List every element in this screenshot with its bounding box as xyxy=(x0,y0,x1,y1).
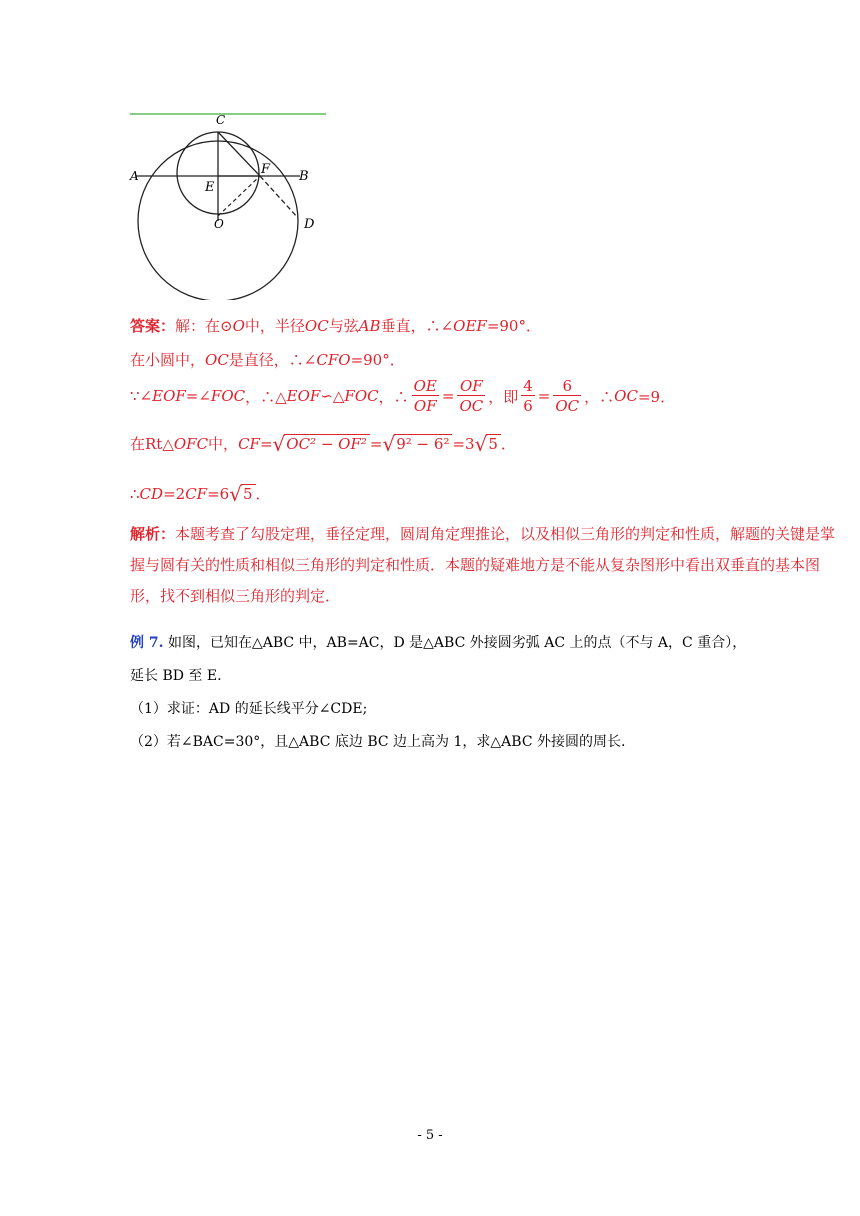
example-question-2: （2）若∠BAC=30°，且△ABC 底边 BC 边上高为 1，求△ABC 外接圆的周长. xyxy=(130,734,626,750)
line-of-dashed xyxy=(218,176,260,216)
label-d: D xyxy=(304,217,315,232)
answer-line-1: 答案：解：在⊙O中，半径OC与弦AB垂直，∴∠OEF=90°． xyxy=(130,317,541,335)
radical-sign: √ xyxy=(272,432,286,456)
answer-line-4: 在Rt△OFC中，CF=√OC² − OF² =√9² − 6² =3√5 ． xyxy=(130,432,516,456)
fraction-6-oc: $\frac{6}{OC}$ xyxy=(555,376,580,415)
circle-figure-svg xyxy=(128,110,328,300)
label-o: O xyxy=(214,217,224,231)
example-line-1: 例 7. 如图，已知在△ABC 中，AB=AC，D 是△ABC 外接圆劣弧 AC 上的点（不与 A，C 重合）， xyxy=(130,635,747,651)
analysis-text: 本题考查了勾股定理，垂径定理，圆周角定理推论，以及相似三角形的判定和性质，解题的关键是掌握与圆有关的性质和相似三角形的判定和性质．本题的疑难地方是不能从复杂图形中看出双垂直的基本图形，找不到相似三角形的判定． xyxy=(130,525,836,605)
example-label: 例 7. xyxy=(130,635,164,651)
label-b: B xyxy=(299,169,309,184)
geometry-figure xyxy=(128,110,328,300)
label-e: E xyxy=(205,180,215,195)
radical-sign: √ xyxy=(382,432,396,456)
radical-5: 5 xyxy=(486,434,501,453)
analysis-label: 解析： xyxy=(130,525,176,543)
radical-5: 5 xyxy=(241,484,256,503)
radical-sign: √ xyxy=(474,432,488,456)
example-line-2: 延长 BD 至 E. xyxy=(130,668,222,684)
answer-label: 答案： xyxy=(130,317,176,335)
answer-line-5: ∴CD=2CF=6√5 ． xyxy=(130,482,271,506)
line-fd-dashed xyxy=(260,176,298,218)
label-f: F xyxy=(261,162,271,177)
answer-line-3: ∵∠ EOF =∠ FOC ，∴△ EOF ∽△ FOC ，∴ $\frac{OE}{OF}$ = $\frac{OF}{OC}$ ，即 $\frac{4}{6}$ = $\frac{6}{OC}$ ，∴ OC =9． xyxy=(130,376,676,415)
label-a: A xyxy=(130,169,139,183)
fraction-oe-of: $\frac{OE}{OF}$ xyxy=(413,376,437,415)
analysis-paragraph xyxy=(130,519,840,612)
fraction-of-oc: $\frac{OF}{OC}$ xyxy=(459,376,484,415)
radical-9-6: 9² − 6² xyxy=(394,434,452,453)
radical-oc-of: OC² − OF² xyxy=(284,434,370,453)
label-c: C xyxy=(216,113,226,127)
answer-line-2: 在小圆中，OC是直径，∴∠CFO=90°． xyxy=(130,351,405,369)
radical-sign: √ xyxy=(229,482,242,506)
fraction-4-6: $\frac{4}{6}$ xyxy=(523,376,533,415)
page-number: - 5 - xyxy=(417,1128,443,1143)
example-question-1: （1）求证：AD 的延长线平分∠CDE; xyxy=(130,701,368,717)
